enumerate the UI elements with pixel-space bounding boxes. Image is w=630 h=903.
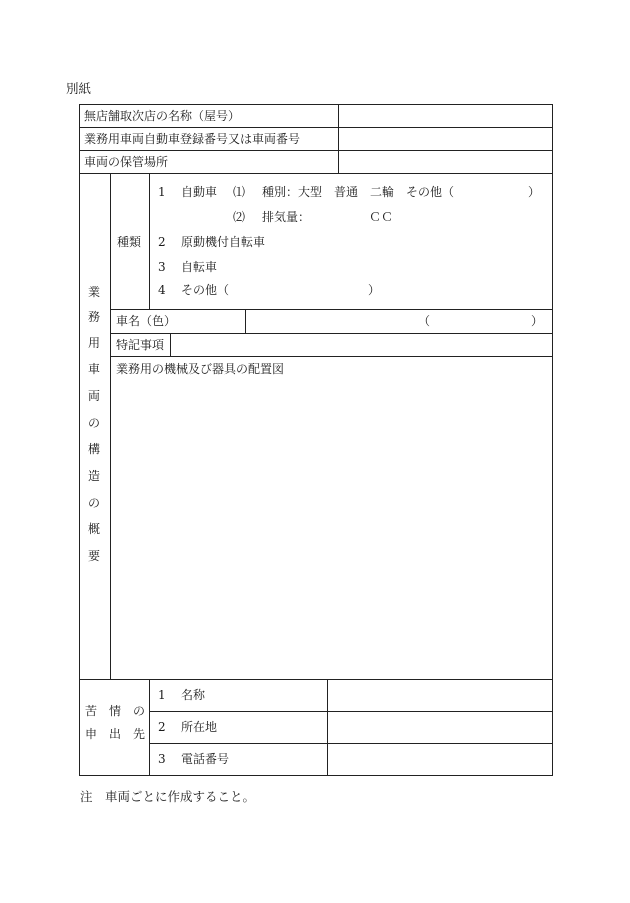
side-char: 概 bbox=[87, 522, 100, 536]
special-notes-label: 特記事項 bbox=[116, 338, 165, 352]
complaint-item-label: 名称 bbox=[181, 688, 206, 702]
side-char: 構 bbox=[87, 442, 100, 456]
side-char: の bbox=[87, 496, 100, 510]
special-divider bbox=[170, 333, 171, 356]
complaint-item-num: 1 bbox=[158, 688, 166, 702]
type-1-sub2: ⑵ bbox=[233, 210, 246, 224]
side-char: 造 bbox=[87, 469, 100, 483]
type-1-close: ） bbox=[528, 185, 541, 199]
type-2-num: 2 bbox=[158, 235, 166, 249]
car-name-divider bbox=[245, 309, 246, 333]
side-char: 務 bbox=[87, 310, 100, 324]
type-1-text: 自動車 bbox=[181, 185, 218, 199]
car-name-label: 車名（色） bbox=[116, 314, 177, 328]
type-2-text: 原動機付自転車 bbox=[181, 235, 266, 249]
car-name-close: ） bbox=[531, 314, 544, 328]
side-char: 車 bbox=[87, 362, 100, 376]
side-char: 用 bbox=[87, 336, 100, 350]
page-label: 別紙 bbox=[66, 81, 92, 96]
type-4-text: その他（ bbox=[181, 283, 230, 297]
displacement-label: 排気量： bbox=[262, 210, 311, 224]
row-divider-2 bbox=[79, 150, 553, 151]
type-1-num: 1 bbox=[158, 185, 166, 199]
complaint-value-divider bbox=[327, 679, 328, 775]
side-char: 業 bbox=[87, 285, 100, 299]
storage-label: 車両の保管場所 bbox=[84, 155, 169, 169]
vehicle-section-bottom bbox=[79, 679, 553, 680]
outer-right-border bbox=[552, 104, 553, 776]
complaint-side-divider bbox=[149, 679, 150, 775]
type-4-num: 4 bbox=[158, 283, 166, 297]
types-bottom bbox=[110, 309, 553, 310]
shop-name-label: 無店舗取次店の名称（屋号） bbox=[84, 109, 241, 123]
complaint-item-num: 2 bbox=[158, 720, 166, 734]
type-1-sub1-text: 種別：大型 普通 二輪 その他（ bbox=[262, 185, 455, 199]
type-label: 種類 bbox=[117, 235, 142, 249]
displacement-unit: ＣＣ bbox=[369, 210, 394, 224]
type-3-num: 3 bbox=[158, 260, 166, 274]
row-divider-1 bbox=[79, 127, 553, 128]
side-char: 要 bbox=[87, 549, 100, 563]
complaint-item-label: 電話番号 bbox=[181, 752, 230, 766]
vehicle-side-divider bbox=[110, 173, 111, 679]
complaint-item-label: 所在地 bbox=[181, 720, 218, 734]
car-name-open: （ bbox=[418, 314, 431, 328]
complaint-row-divider-2 bbox=[149, 743, 553, 744]
special-bottom bbox=[110, 356, 553, 357]
type-1-sub1: ⑴ bbox=[233, 185, 246, 199]
registration-label: 業務用車両自動車登録番号又は車両番号 bbox=[84, 132, 301, 146]
side-char: 両 bbox=[87, 389, 100, 403]
type-3-text: 自転車 bbox=[181, 260, 218, 274]
complaint-side-line-1: 苦 情 の bbox=[85, 704, 146, 718]
side-char: の bbox=[87, 416, 100, 430]
top-rows-divider bbox=[338, 104, 339, 173]
type-4-close: ） bbox=[368, 283, 381, 297]
type-label-divider bbox=[149, 173, 150, 309]
footnote: 注 車両ごとに作成すること。 bbox=[80, 789, 256, 804]
row-divider-3 bbox=[79, 173, 553, 174]
outer-top-border bbox=[79, 104, 553, 105]
car-name-bottom bbox=[110, 333, 553, 334]
outer-left-border bbox=[79, 104, 80, 776]
layout-diagram-label: 業務用の機械及び器具の配置図 bbox=[116, 362, 285, 376]
outer-bottom-border bbox=[79, 775, 553, 776]
complaint-item-num: 3 bbox=[158, 752, 166, 766]
complaint-row-divider-1 bbox=[149, 711, 553, 712]
complaint-side-line-2: 申 出 先 bbox=[85, 727, 146, 741]
